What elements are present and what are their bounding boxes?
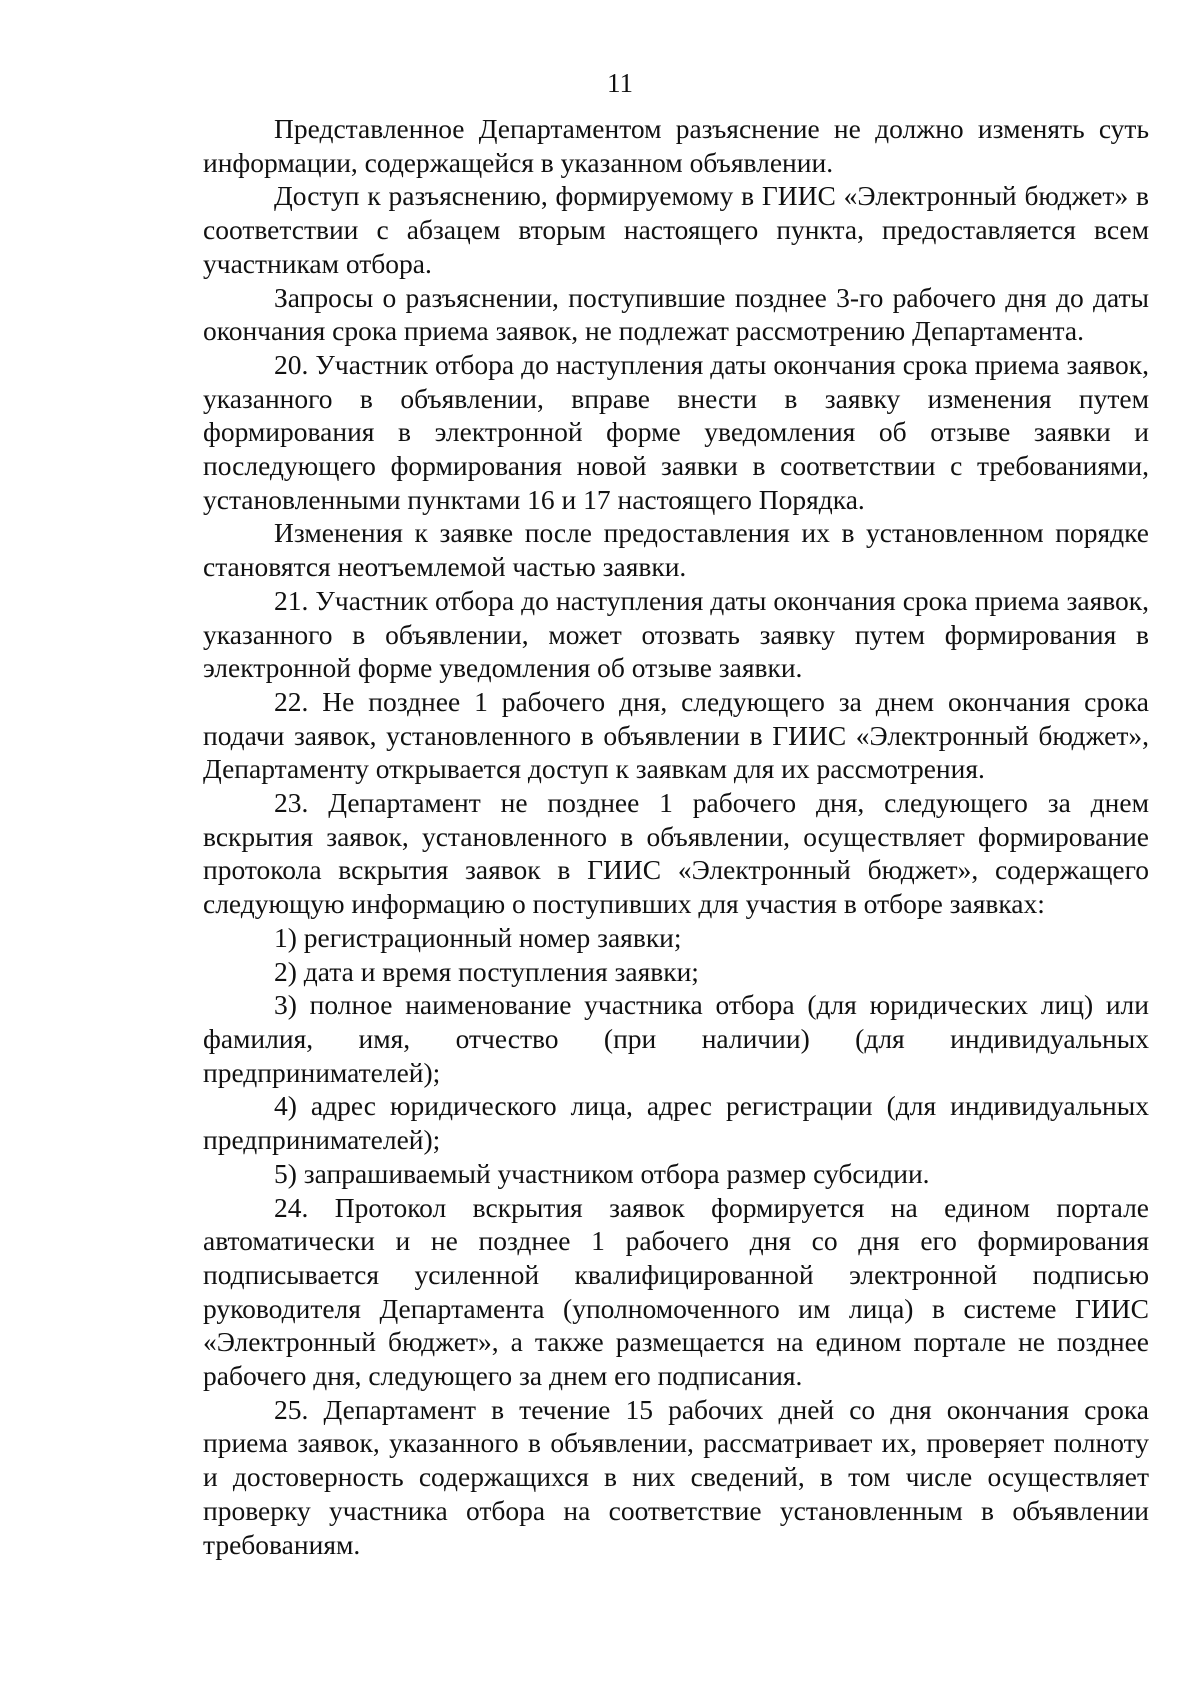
list-item-1: 1) регистрационный номер заявки; (274, 921, 682, 953)
list-item-4: 4) адрес юридического лица, адрес регистрации (для индивидуальных предпринимателей); (203, 1090, 1149, 1156)
paragraph-application-changes: Изменения к заявке после предоставления их в установленном порядке становятся неотъемлемой частью заявки. (203, 517, 1149, 583)
paragraph-clause-25: 25. Департамент в течение 15 рабочих дней со дня окончания срока приема заявок, указанного в объявлении, рассматривает их, проверяет полноту и достоверность содержащихся в них сведений, в том числе осуществляет проверку участника отбора на соответствие установленным в объявлении требованиям. (203, 1393, 1149, 1560)
document-body (203, 112, 1149, 1561)
paragraph-clarification-access: Доступ к разъяснению, формируемому в ГИИС «Электронный бюджет» в соответствии с абзацем вторым настоящего пункта, предоставляется всем участникам отбора. (203, 180, 1149, 279)
paragraph-clause-24: 24. Протокол вскрытия заявок формируется на едином портале автоматически и не позднее 1 рабочего дня со дня его формирования подписывается усиленной квалифицированной электронной подписью руководителя Департамента (уполномоченного им лица) в системе ГИИС «Электронный бюджет», а также размещается на едином портале не позднее рабочего дня, следующего за днем его подписания. (203, 1191, 1149, 1392)
paragraph-clause-21: 21. Участник отбора до наступления даты окончания срока приема заявок, указанного в объявлении, может отозвать заявку путем формирования в электронной форме уведомления об отзыве заявки. (203, 584, 1149, 684)
list-item-5: 5) запрашиваемый участником отбора размер субсидии. (274, 1157, 930, 1189)
paragraph-clause-23: 23. Департамент не позднее 1 рабочего дня, следующего за днем вскрытия заявок, установленного в объявлении, осуществляет формирование протокола вскрытия заявок в ГИИС «Электронный бюджет», содержащего следующую информацию о поступивших для участия в отборе заявках: (203, 787, 1149, 920)
list-item-2: 2) дата и время поступления заявки; (274, 955, 699, 987)
list-item-3: 3) полное наименование участника отбора (для юридических лиц) или фамилия, имя, отчество (при наличии) (для индивидуальных предпринимателей); (203, 989, 1149, 1088)
paragraph-clause-20: 20. Участник отбора до наступления даты окончания срока приема заявок, указанного в объявлении, вправе внести в заявку изменения путем формирования в электронной форме уведомления об отзыве заявки и последующего формирования новой заявки в соответствии с требованиями, установленными пунктами 16 и 17 настоящего Порядка. (203, 348, 1149, 515)
paragraph-clarification-content: Представленное Департаментом разъяснение не должно изменять суть информации, содержащейся в указанном объявлении. (203, 113, 1149, 178)
paragraph-clause-22: 22. Не позднее 1 рабочего дня, следующего за днем окончания срока подачи заявок, установленного в объявлении в ГИИС «Электронный бюджет», Департаменту открывается доступ к заявкам для их рассмотрения. (203, 685, 1149, 785)
paragraph-late-requests: Запросы о разъяснении, поступившие позднее 3-го рабочего дня до даты окончания срока приема заявок, не подлежат рассмотрению Департамента. (203, 281, 1149, 347)
page-number: 11 (607, 68, 633, 98)
